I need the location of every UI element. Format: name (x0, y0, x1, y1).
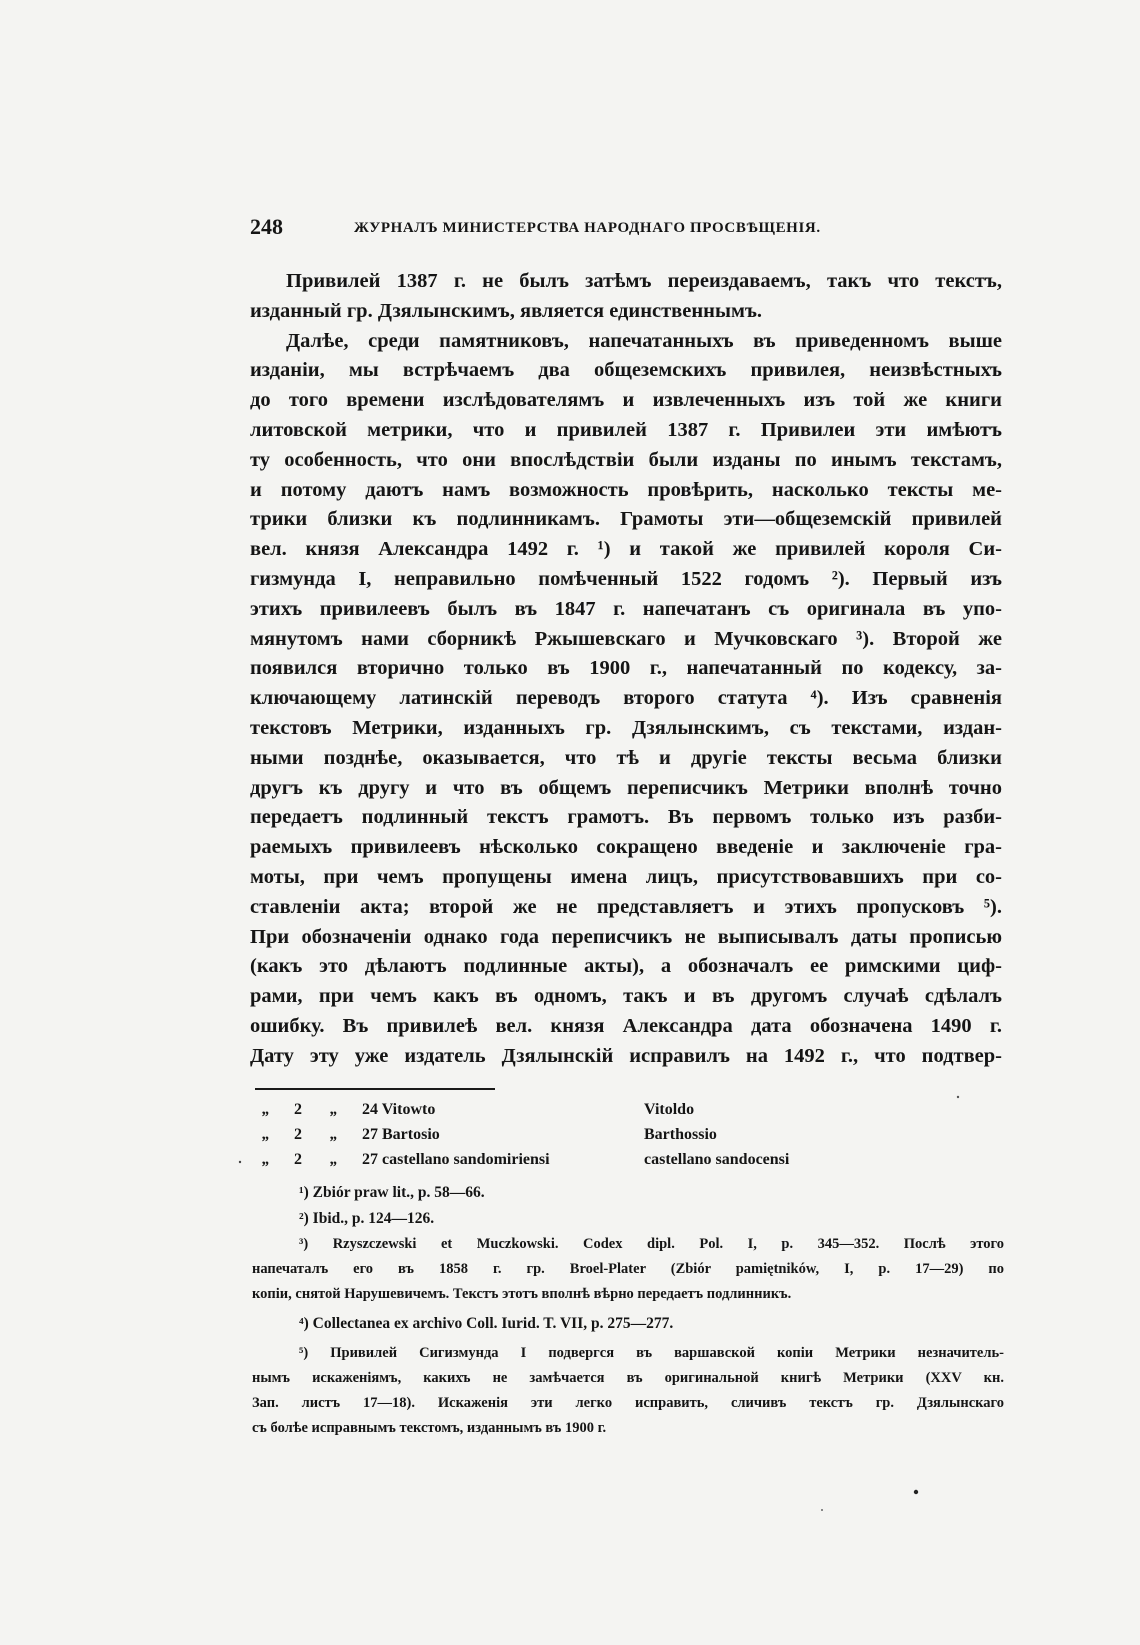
text-line: текстовъ Метрики, изданныхъ гр. Дзялынскимъ, съ текстами, издан- (250, 716, 1002, 739)
footnote-2: ²) Ibid., p. 124—126. (299, 1210, 435, 1227)
text-line: появился вторично только въ 1900 г., напечатанный по кодексу, за- (250, 657, 1002, 680)
text-line: вел. князя Александра 1492 г. ¹) и такой же привилей короля Си- (250, 538, 1002, 561)
errata-number: 2 (294, 1126, 302, 1143)
text-line: ошибку. Въ привилеѣ вел. князя Александра дата обозначена 1490 г. (250, 1014, 1002, 1037)
footnote-4: ⁴) Collectanea ex archivo Coll. Iurid. T. VII, p. 275—277. (299, 1315, 674, 1332)
errata-row (262, 1122, 842, 1147)
text-line: изданіи, мы встрѣчаемъ два общеземскихъ привилея, неизвѣстныхъ (250, 359, 1002, 382)
text-line: Привилей 1387 г. не былъ затѣмъ переиздаваемъ, такъ что текстъ, (286, 270, 1002, 292)
footnote-3-cont: напечаталъ его въ 1858 г. гр. Broel-Plater (Zbiór pamiętników, I, p. 17—29) по (252, 1261, 1004, 1277)
ditto-mark: „ (262, 1101, 270, 1118)
errata-number: 2 (294, 1151, 302, 1168)
text-line: гизмунда I, неправильно помѣченный 1522 годомъ ²). Первый изъ (250, 567, 1002, 590)
running-head: ЖУРНАЛЪ МИНИСТЕРСТВА НАРОДНАГО ПРОСВѢЩЕНІЯ. (354, 220, 821, 236)
errata-row (262, 1097, 842, 1122)
text-line: передаетъ подлинный текстъ грамотъ. Въ первомъ только изъ разби- (250, 806, 1002, 829)
text-line: рами, при чемъ какъ въ одномъ, такъ и въ другомъ случаѣ сдѣлалъ (250, 985, 1002, 1008)
text-line: и потому даютъ намъ возможность провѣрить, насколько тексты ме- (250, 478, 1002, 501)
footnotes (252, 1180, 1004, 1441)
errata-right: Vitoldo (644, 1101, 695, 1118)
text-line: другъ къ другу и что въ общемъ переписчикъ Метрики вполнѣ точно (250, 776, 1002, 799)
text-line: литовской метрики, что и привилей 1387 г. Привилеи эти имѣютъ (250, 418, 1002, 441)
ditto-mark: „ (330, 1101, 338, 1118)
text-line: этихъ привилеевъ былъ въ 1847 г. напечатанъ съ оригинала въ упо- (250, 597, 1002, 620)
ditto-mark: „ (330, 1126, 338, 1143)
errata-wrong: 24 Vitowto (362, 1101, 436, 1118)
errata-table (262, 1097, 842, 1172)
footnote-1: ¹) Zbiór praw lit., p. 58—66. (299, 1184, 485, 1201)
text-line: (какъ это дѣлаютъ подлинные акты), а обозначалъ ее римскими циф- (250, 955, 1002, 978)
errata-right: Barthossio (644, 1126, 717, 1143)
errata-number: 2 (294, 1101, 302, 1118)
ditto-mark: „ (262, 1126, 270, 1143)
scan-speck (914, 1490, 918, 1494)
footnote-divider (255, 1088, 495, 1090)
text-line: до того времени изслѣдователямъ и извлеченныхъ изъ той же книги (250, 389, 1002, 412)
errata-right: castellano sandocensi (644, 1151, 790, 1168)
footnote-5: ⁵) Привилей Сигизмунда I подвергся въ варшавской копіи Метрики незначитель- (299, 1345, 1004, 1361)
text-line: трики близки къ подлинникамъ. Грамоты эти—общеземскій привилей (250, 508, 1002, 531)
scan-speck (239, 1161, 241, 1163)
footnote-5-cont: съ болѣе исправнымъ текстомъ, изданнымъ въ 1900 г. (252, 1420, 607, 1436)
text-line: Дату эту уже издатель Дзялынскій исправилъ на 1492 г., что подтвер- (250, 1044, 1002, 1067)
scan-speck (957, 1096, 959, 1098)
errata-wrong: 27 Bartosio (362, 1126, 440, 1143)
page-header (250, 212, 1010, 242)
footnote-3: ³) Rzyszczewski et Muczkowski. Codex dipl. Pol. I, p. 345—352. Послѣ этого (299, 1236, 1004, 1252)
text-line: изданный гр. Дзялынскимъ, является единственнымъ. (250, 299, 763, 322)
text-line: ставленіи акта; второй же не представляетъ и этихъ пропусковъ ⁵). (250, 895, 1002, 918)
main-text (250, 267, 1002, 1072)
errata-row (262, 1147, 842, 1172)
text-line: моты, при чемъ пропущены имена лицъ, присутствовавшихъ при со- (250, 865, 1002, 888)
scan-speck (821, 1509, 823, 1511)
ditto-mark: „ (330, 1151, 338, 1168)
text-line: Далѣе, среди памятниковъ, напечатанныхъ въ приведенномъ выше (286, 329, 1002, 352)
text-line: ту особенность, что они впослѣдствіи были изданы по инымъ текстамъ, (250, 448, 1002, 471)
text-line: При обозначеніи однако года переписчикъ не выписывалъ даты прописью (250, 925, 1002, 948)
text-line: мянутомъ нами сборникѣ Ржышевскаго и Мучковскаго ³). Второй же (250, 627, 1002, 650)
page-number: 248 (250, 214, 283, 239)
footnote-5-cont: нымъ искаженіямъ, какихъ не замѣчается въ оригинальной книгѣ Метрики (XXV кн. (252, 1370, 1004, 1386)
ditto-mark: „ (262, 1151, 270, 1168)
footnote-3-cont: копіи, снятой Нарушевичемъ. Текстъ этотъ вполнѣ вѣрно передаетъ подлинникъ. (252, 1286, 792, 1302)
errata-wrong: 27 castellano sandomiriensi (362, 1151, 550, 1168)
text-line: ными позднѣе, оказывается, что тѣ и другіе тексты весьма близки (250, 746, 1002, 769)
text-line: раемыхъ привилеевъ нѣсколько сокращено введеніе и заключеніе гра- (250, 836, 1002, 859)
text-line: ключающему латинскій переводъ второго статута ⁴). Изъ сравненія (250, 687, 1002, 710)
footnote-5-cont: Зап. листъ 17—18). Искаженія эти легко исправить, сличивъ текстъ гр. Дзялынскаго (252, 1395, 1004, 1411)
